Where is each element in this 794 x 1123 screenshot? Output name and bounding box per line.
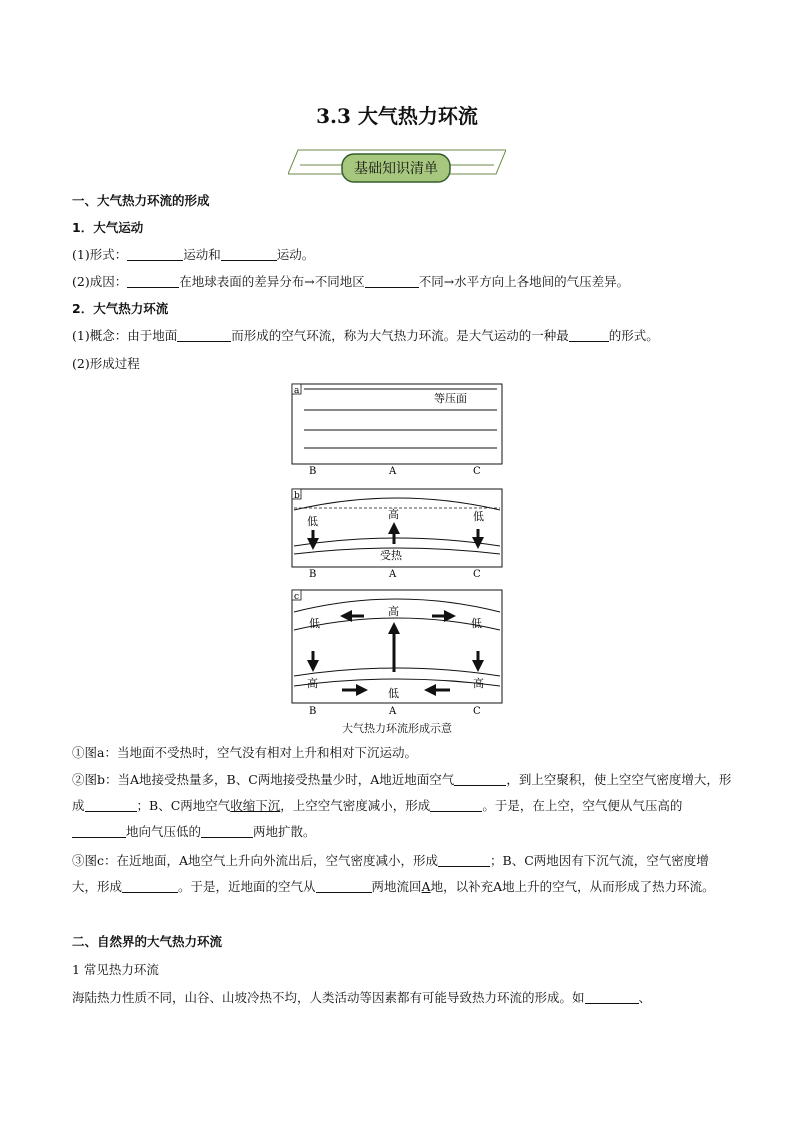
blank[interactable] [316,878,372,893]
blank[interactable] [85,797,137,812]
isobar-label: 等压面 [434,392,467,405]
b-low-right: 低 [473,510,484,523]
blank[interactable] [122,878,178,893]
svg-text:A: A [389,706,397,717]
form-line: (1)形式： 运动和 运动。 [72,247,315,262]
banner-label: 基础知识清单 [354,161,438,177]
blank[interactable] [177,327,231,342]
thermal-circulation-figure [282,380,512,720]
c-bottom-low: 低 [388,687,399,700]
panel-a [292,384,502,477]
svg-text:B: B [309,706,317,717]
blank[interactable] [585,989,639,1004]
blank[interactable] [438,852,490,867]
label-a: A [389,466,397,477]
blank[interactable] [365,273,419,288]
subheading-thermal-circulation: 2．大气热力环流 [72,301,169,316]
blank[interactable] [569,327,609,342]
b-low-left: 低 [307,515,318,528]
blank[interactable] [221,246,277,261]
blank[interactable] [127,246,183,261]
section-heading-1: 一、大气热力环流的形成 [72,193,210,208]
process-line: (2)形成过程 [72,356,140,371]
page-title: 3.3 大气热力环流 [316,104,478,128]
c-top-low-right: 低 [471,617,482,630]
svg-text:C: C [473,569,481,580]
blank[interactable] [430,797,482,812]
svg-text:A: A [389,569,397,580]
c-top-high: 高 [388,605,399,618]
panel-c-tag: c [294,592,300,602]
section-heading-2: 二、自然界的大气热力环流 [72,934,223,949]
explain-a: ①图a：当地面不受热时，空气没有相对上升和相对下沉运动。 [72,745,417,760]
panel-b-tag: b [294,491,300,501]
svg-text:B: B [309,569,317,580]
common-circulation-line: 海陆热力性质不同，山谷、山坡冷热不均，人类活动等因素都有可能导致热力环流的形成。如 、 [72,990,652,1005]
blank[interactable] [454,771,506,786]
panel-a-tag: a [294,386,300,396]
blank[interactable] [72,823,126,838]
panel-b [292,489,502,580]
figure-caption: 大气热力环流形成示意 [342,722,452,735]
c-bottom-high-left: 高 [307,677,318,690]
b-high: 高 [388,508,399,521]
blank[interactable] [127,273,179,288]
panel-c [292,590,502,717]
subheading-atmospheric-motion: 1．大气运动 [72,220,144,235]
explain-b: ②图b：当A地接受热量多，B、C两地接受热量少时，A地近地面空气 ，到上空聚积，使上空空气密度增大，形成 ；B、C两地空气收缩下沉，上空空气密度减小，形成 。于是，在上空，空气便从气压高的地向气压低的 两地扩散。 [72,772,732,839]
explain-c: ③图c：在近地面，A地空气上升向外流出后，空气密度减小，形成 ；B、C两地因有下沉气流，空气密度增大，形成 。于是，近地面的空气从 两地流回A地，以补充A地上升的空气，从而形成了热力环流。 [72,853,715,894]
c-bottom-high-right: 高 [473,677,484,690]
concept-line: (1)概念：由于地面 而形成的空气环流，称为大气热力环流。是大气运动的一种最 的形式。 [72,328,659,343]
label-c: C [473,466,481,477]
cause-line: (2)成因： 在地球表面的差异分布→不同地区 不同→水平方向上各地间的气压差异。 [72,274,630,289]
subheading-common-circulation: 1 常见热力环流 [72,962,159,977]
c-top-low-left: 低 [309,617,320,630]
blank[interactable] [201,823,253,838]
label-b: B [309,466,317,477]
svg-text:C: C [473,706,481,717]
b-heated: 受热 [380,549,402,562]
